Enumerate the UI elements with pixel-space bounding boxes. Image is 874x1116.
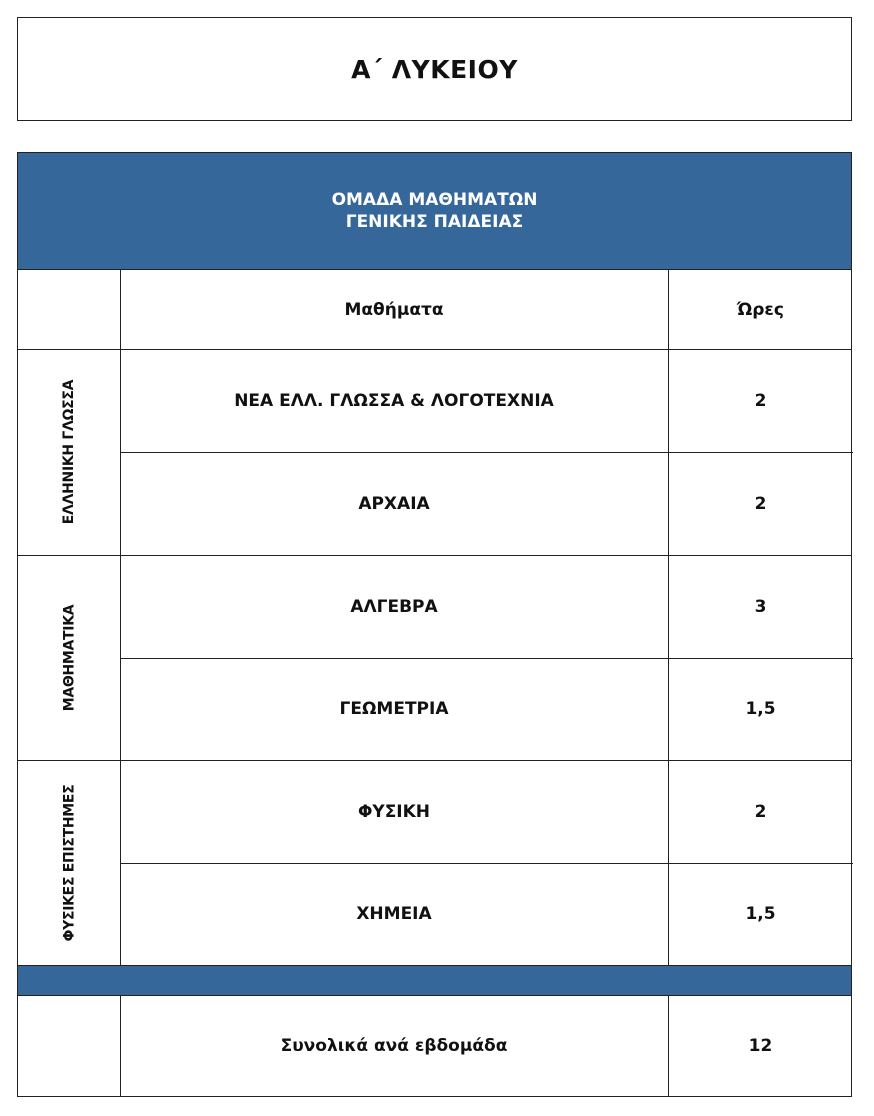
category-label-sciences: ΦΥΣΙΚΕΣ ΕΠΙΣΤΗΜΕΣ	[61, 784, 78, 941]
subject-name: ΧΗΜΕΙΑ	[356, 904, 432, 924]
total-label: Συνολικά ανά εβδομάδα	[280, 1036, 508, 1056]
row-divider	[120, 658, 853, 659]
subject-hours: 2	[754, 801, 767, 822]
column-divider	[120, 270, 121, 965]
row-divider	[120, 863, 853, 864]
subject-hours: 2	[754, 493, 767, 514]
row-divider	[18, 555, 851, 556]
subject-hours: 1,5	[745, 904, 776, 924]
group-header-line1: ΟΜΑΔΑ ΜΑΘΗΜΑΤΩΝ	[331, 190, 538, 210]
row-divider	[120, 452, 853, 453]
subject-hours: 3	[754, 596, 767, 617]
subject-name: ΦΥΣΙΚΗ	[357, 801, 431, 822]
subject-name: ΝΕΑ ΕΛΛ. ΓΛΩΣΣΑ & ΛΟΓΟΤΕΧΝΙΑ	[234, 390, 554, 411]
schedule-table	[17, 152, 852, 1097]
separator-band	[18, 965, 851, 996]
row-divider	[18, 349, 851, 350]
subject-hours: 2	[754, 390, 767, 411]
category-label-math: ΜΑΘΗΜΑΤΙΚΑ	[61, 604, 78, 711]
subject-hours: 1,5	[745, 699, 776, 719]
subject-name: ΑΛΓΕΒΡΑ	[350, 596, 438, 617]
group-header-line2: ΓΕΝΙΚΗΣ ΠΑΙΔΕΙΑΣ	[345, 212, 524, 232]
category-label-greek: ΕΛΛΗΝΙΚΗ ΓΛΩΣΣΑ	[61, 379, 77, 525]
row-divider	[18, 760, 851, 761]
page-title: Α΄ ΛΥΚΕΙΟΥ	[351, 54, 518, 84]
subject-name: ΓΕΩΜΕΤΡΙΑ	[339, 699, 449, 719]
total-hours: 12	[748, 1036, 773, 1056]
subject-name: ΑΡΧΑΙΑ	[358, 493, 430, 514]
column-header-hours: Ώρες	[737, 299, 784, 320]
column-divider	[120, 996, 121, 1096]
group-header	[18, 153, 851, 270]
page-title-box	[17, 17, 852, 121]
column-divider	[668, 270, 669, 965]
column-header-subjects: Μαθήματα	[344, 299, 444, 320]
column-divider	[668, 996, 669, 1096]
